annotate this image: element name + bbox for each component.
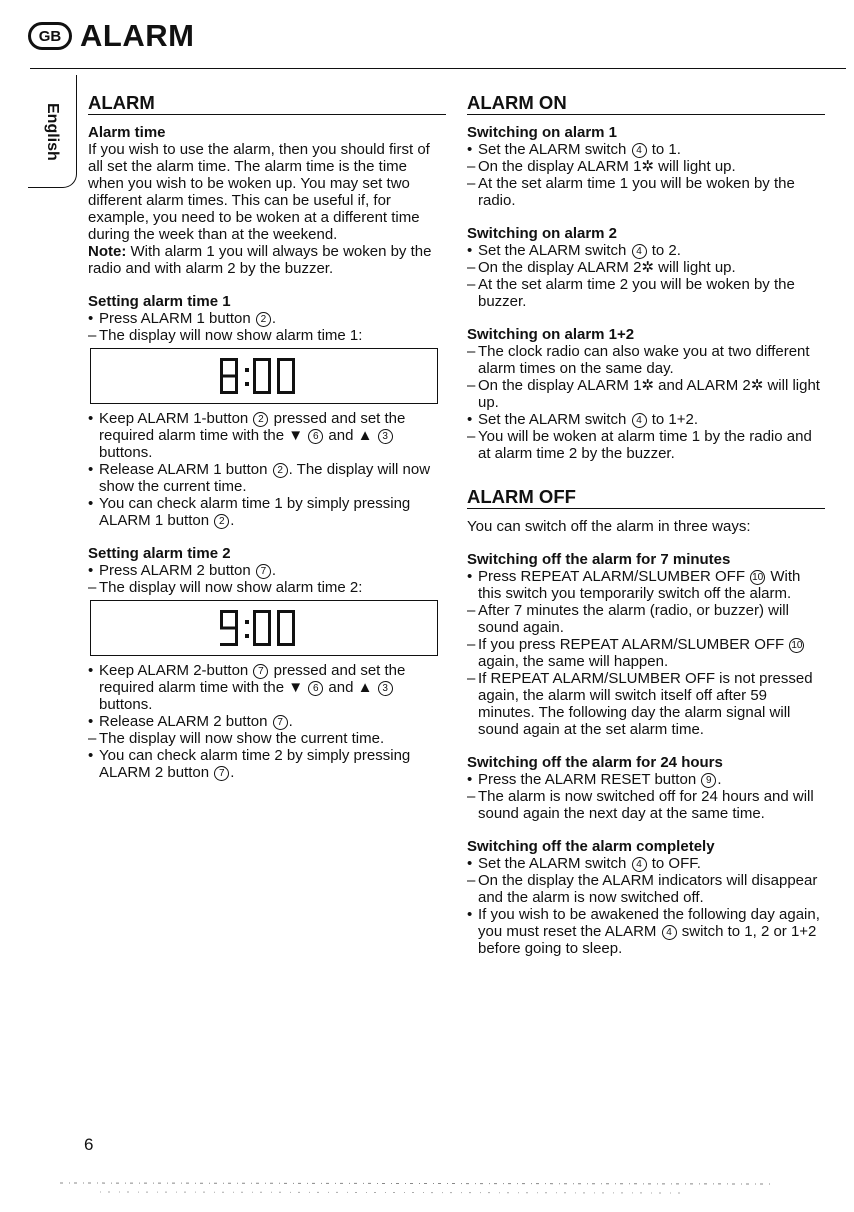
item-text: You can check alarm time 1 by simply pressing ALARM 1 button [99,495,411,529]
bullet-marker: • [467,568,473,585]
digit-segment [268,610,271,628]
list-item [88,461,446,495]
item-text: The display will now show the current time. [99,730,385,747]
paragraph-alarm-off-intro: You can switch off the alarm in three ways: [467,518,751,535]
item-text: You will be woken at alarm time 1 by the radio and at alarm time 2 by the buzzer. [478,428,812,462]
button-reference-number: 3 [378,429,393,444]
button-reference-number: 4 [632,413,647,428]
item-text: Press ALARM 1 button [99,310,255,327]
scan-noise-footer [60,1178,774,1204]
button-reference-number: 2 [214,514,229,529]
list-item [467,428,825,462]
list-switch-on-1 [467,141,825,209]
seven-segment-readout [218,356,310,396]
item-text: If REPEAT ALARM/SLUMBER OFF is not pressed again, the alarm will switch itself off after 59 minutes. The following day the alarm signal will sound again at the set alarm time. [478,670,813,738]
item-text: You can check alarm time 2 by simply pressing ALARM 2 button [99,747,411,781]
dash-marker: – [467,670,476,687]
item-text: . [288,713,293,730]
subheading-off-completely: Switching off the alarm completely [467,838,715,855]
item-text: to OFF. [647,855,701,872]
colon-dot [245,382,249,386]
dash-marker: – [467,428,476,445]
item-text: . [271,562,277,579]
right-column [467,94,825,957]
item-text: to 1. [647,141,681,158]
lcd-display-alarm-1 [90,348,438,404]
subheading-off-7-min: Switching off the alarm for 7 minutes [467,551,731,568]
button-reference-number: 2 [253,412,268,427]
language-badge: GB [28,22,72,50]
item-text: Set the ALARM switch [478,242,631,259]
dash-marker: – [88,327,97,344]
list-item [88,579,446,596]
item-text: On the display ALARM 1✲ will light up. [478,158,736,175]
dash-marker: – [467,158,476,175]
page-number: 6 [84,1135,94,1154]
digit-segment [220,375,238,378]
button-reference-number: 2 [273,463,288,478]
digit-segment [235,610,238,628]
list-item [467,343,825,377]
list-item [467,771,825,788]
dash-marker: – [88,730,97,747]
dash-marker: – [467,343,476,360]
item-text: Press ALARM 2 button [99,562,255,579]
item-text: and ▲ [324,427,377,444]
dash-marker: – [467,602,476,619]
item-text: . [271,310,277,327]
item-text: and ▲ [324,679,377,696]
list-item [467,259,825,276]
item-text: . [230,512,235,529]
dash-marker: – [467,872,476,889]
bullet-marker: • [88,662,94,679]
digit-segment [277,628,280,646]
item-text: Release ALARM 2 button [99,713,272,730]
item-text: Press REPEAT ALARM/SLUMBER OFF [478,568,750,585]
button-reference-number: 10 [752,572,764,583]
button-reference-number: 4 [632,143,647,158]
header-divider [30,68,846,69]
subheading-switch-on-1: Switching on alarm 1 [467,124,618,141]
list-item [467,855,825,872]
item-text: Keep ALARM 2-button [99,662,253,679]
colon-dot [245,634,249,638]
page-header [28,14,194,58]
list-item [467,141,825,158]
list-item [467,872,825,906]
dash-marker: – [467,377,476,394]
button-reference-number: 7 [273,715,288,730]
button-reference-number: 3 [378,681,393,696]
list-item [467,602,825,636]
item-text: . [230,764,235,781]
digit-segment [220,358,223,376]
item-text: After 7 minutes the alarm (radio, or buzzer) will sound again. [478,602,789,636]
bullet-marker: • [467,411,473,428]
digit-segment [277,376,280,394]
item-text: Set the ALARM switch [478,411,631,428]
button-reference-number: 7 [253,664,268,679]
bullet-marker: • [88,495,94,512]
list-off-7-min [467,568,825,738]
item-text: The display will now show alarm time 1: [99,327,363,344]
item-text: buttons. [99,696,153,713]
digit-segment [235,358,238,376]
item-text: Release ALARM 1 button [99,461,272,478]
item-text: switch to 1, 2 or 1+2 before going to sleep. [478,923,817,957]
button-reference-number: 4 [662,925,677,940]
list-item [88,310,446,327]
list-off-24-hours [467,771,825,822]
item-text: again, the same will happen. [478,653,669,670]
list-item [467,242,825,259]
colon-dot [245,368,249,372]
list-item [467,411,825,428]
colon-dot [245,620,249,624]
subheading-switch-on-2: Switching on alarm 2 [467,225,618,242]
bullet-marker: • [88,461,94,478]
list-item [88,747,446,781]
bullet-marker: • [467,771,473,788]
note-label: Note: [88,243,127,260]
section-title-alarm-on: ALARM ON [467,94,825,115]
dash-marker: – [467,636,476,653]
button-reference-number: 7 [214,766,229,781]
dash-marker: – [467,788,476,805]
item-text: On the display ALARM 2✲ will light up. [478,259,736,276]
digit-segment [277,358,280,376]
language-tab [28,75,77,188]
item-text: Set the ALARM switch [478,141,631,158]
item-text: buttons. [99,444,153,461]
button-reference-number: 7 [256,564,271,579]
item-text: pressed and set the required alarm time with the ▼ [99,662,406,696]
item-text: to 2. [647,242,681,259]
item-text: Press the ALARM RESET button [478,771,701,788]
item-text: On the display the ALARM indicators will disappear and the alarm is now switched off. [478,872,818,906]
button-reference-number: 9 [701,773,716,788]
bullet-marker: • [88,713,94,730]
list-item [88,327,446,344]
list-item [467,276,825,310]
digit-segment [253,376,256,394]
digit-segment [253,610,256,628]
item-text: to 1+2. [647,411,699,428]
note-paragraph [88,243,446,277]
digit-segment [220,643,238,646]
section-title-alarm-off: ALARM OFF [467,488,825,509]
list-item [88,562,446,579]
button-reference-number: 6 [308,429,323,444]
digit-segment [253,628,256,646]
digit-segment [253,358,256,376]
list-item [467,670,825,738]
digit-segment [220,627,238,630]
list-off-completely [467,855,825,957]
paragraph-alarm-time: If you wish to use the alarm, then you should first of all set the alarm time. The alarm time is the time when you wish to be woken up. You may set two different alarm times. This can be useful if, for example, you need to be woken at a different time during the week than at the weekend. [88,141,430,243]
subheading-setting-alarm-1: Setting alarm time 1 [88,293,231,310]
subheading-alarm-time: Alarm time [88,124,166,141]
digit-segment [292,610,295,628]
digit-segment [268,358,271,376]
list-item [88,410,446,461]
list-item [467,158,825,175]
subheading-setting-alarm-2: Setting alarm time 2 [88,545,231,562]
dash-marker: – [467,276,476,293]
list-item [467,568,825,602]
item-text: On the display ALARM 1✲ and ALARM 2✲ will light up. [478,377,820,411]
list-switch-on-2 [467,242,825,310]
list-switch-on-1-2 [467,343,825,462]
item-text: With this switch you temporarily switch off the alarm. [478,568,801,602]
subheading-switch-on-1-2: Switching on alarm 1+2 [467,326,635,343]
subheading-off-24-hours: Switching off the alarm for 24 hours [467,754,723,771]
button-reference-number: 10 [791,640,803,651]
dash-marker: – [88,579,97,596]
list-setting2-steps [88,662,446,781]
list-item [467,788,825,822]
item-text: If you wish to be awakened the following day again, you must reset the ALARM [478,906,820,940]
digit-segment [220,610,223,628]
bullet-marker: • [88,747,94,764]
list-item [467,175,825,209]
item-text: Keep ALARM 1-button [99,410,253,427]
button-reference-number: 2 [256,312,271,327]
button-reference-number: 4 [632,244,647,259]
list-item [88,730,446,747]
list-item [467,636,825,670]
item-text: The display will now show alarm time 2: [99,579,363,596]
lcd-display-alarm-2 [90,600,438,656]
digit-segment [292,358,295,376]
item-text: pressed and set the required alarm time with the ▼ [99,410,406,444]
digit-segment [220,376,223,394]
page-title: ALARM [80,18,195,53]
bullet-marker: • [467,906,473,923]
list-item [467,906,825,957]
bullet-marker: • [88,310,94,327]
item-text: At the set alarm time 1 you will be woken by the radio. [478,175,795,209]
dash-marker: – [467,259,476,276]
item-text: . The display will now show the current time. [99,461,431,495]
list-item [467,377,825,411]
item-text: The clock radio can also wake you at two different alarm times on the same day. [478,343,810,377]
left-column [88,94,446,781]
item-text: At the set alarm time 2 you will be woken by the buzzer. [478,276,795,310]
item-text: If you press REPEAT ALARM/SLUMBER OFF [478,636,789,653]
item-text: Set the ALARM switch [478,855,631,872]
list-item [88,713,446,730]
bullet-marker: • [88,410,94,427]
item-text: . [717,771,722,788]
bullet-marker: • [467,855,473,872]
bullet-marker: • [467,242,473,259]
list-setting1-intro [88,310,446,344]
list-item [88,662,446,713]
button-reference-number: 4 [632,857,647,872]
digit-segment [277,610,280,628]
language-label: English [44,103,61,161]
list-setting1-steps [88,410,446,529]
button-reference-number: 6 [308,681,323,696]
section-title-alarm: ALARM [88,94,446,115]
list-item [88,495,446,529]
note-text: With alarm 1 you will always be woken by the radio and with alarm 2 by the buzzer. [88,243,432,277]
seven-segment-readout [218,608,310,648]
list-setting2-intro [88,562,446,596]
dash-marker: – [467,175,476,192]
bullet-marker: • [467,141,473,158]
bullet-marker: • [88,562,94,579]
item-text: The alarm is now switched off for 24 hours and will sound again the next day at the same time. [478,788,814,822]
